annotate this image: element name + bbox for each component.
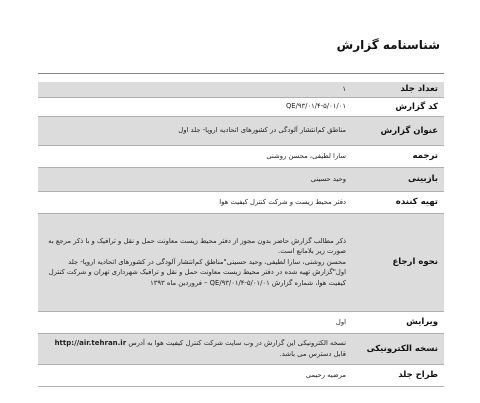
value-cover-designer: مرضیه رحیمی [38,364,352,386]
row-cover-designer [38,364,444,386]
value-report-code: QE/۹۳/۰۱/۴-۵/۰۱/۰۱ [285,102,346,111]
website-link[interactable]: http://air.tehran.ir [54,339,127,347]
row-prepared-by [38,191,444,213]
label-electronic-version: نسخه الکترونیکی [352,333,444,364]
label-cover-designer: طراح جلد [352,364,444,386]
row-translation [38,145,444,167]
label-edition: ویرایش [352,311,444,333]
citation-permission: ذکر مطالب گزارش حاضر بدون مجوز از دفتر محیط زیست معاونت حمل و نقل و ترافیک و با ذکر مرجع به صورت زیر بلامانع است. [48,236,346,256]
value-edition: اول [38,311,352,333]
value-translation: سارا لطیفی، محسن روشنی [38,145,352,167]
electronic-version-suffix: قابل دسترس می باشد. [279,349,346,358]
value-report-title: مناطق کم‌انتشار آلودگی در کشورهای اتحادیه اروپا- جلد اول [38,116,352,145]
row-review [38,167,444,191]
citation-reference: محسن روشنی، سارا لطیفی، وحید حسینی"مناطق کم‌انتشار آلودگی در کشورهای اتحادیه اروپا- جلد اول"گزارش تهیه شده در دفتر محیط زیست معاونت حمل و نقل و ترافیک شهرداری تهران و شرکت کنترل کیفیت هوا، شماره گزارش QE/۹۳/۰۱/۴-۵/۰۱/۰۱ – فروردین ماه ۱۳۹۳ [48,257,346,287]
label-translation: ترجمه [352,145,444,167]
report-info-table [38,82,444,387]
electronic-version-text: نسخه الکترونیکی این گزارش در وب سایت شرکت کنترل کیفیت هوا به آدرس [128,339,346,347]
label-review: بازبینی [352,167,444,191]
label-report-title: عنوان گزارش [352,116,444,145]
row-report-title [38,116,444,145]
row-citation [38,213,444,311]
label-citation: نحوه ارجاع [352,213,444,311]
row-report-code [38,97,444,116]
value-review: وحید حسینی [38,167,352,191]
label-volume-count: تعداد جلد [352,82,444,97]
label-prepared-by: تهیه کننده [352,191,444,213]
top-divider [38,73,444,74]
label-report-code: کد گزارش [352,97,444,116]
page-title: شناسنامه گزارش [336,38,440,52]
row-volume-count [38,82,444,97]
value-volume-count: ۱ [38,82,352,97]
row-edition [38,311,444,333]
value-prepared-by: دفتر محیط زیست و شرکت کنترل کیفیت هوا [38,191,352,213]
row-electronic-version [38,333,444,364]
